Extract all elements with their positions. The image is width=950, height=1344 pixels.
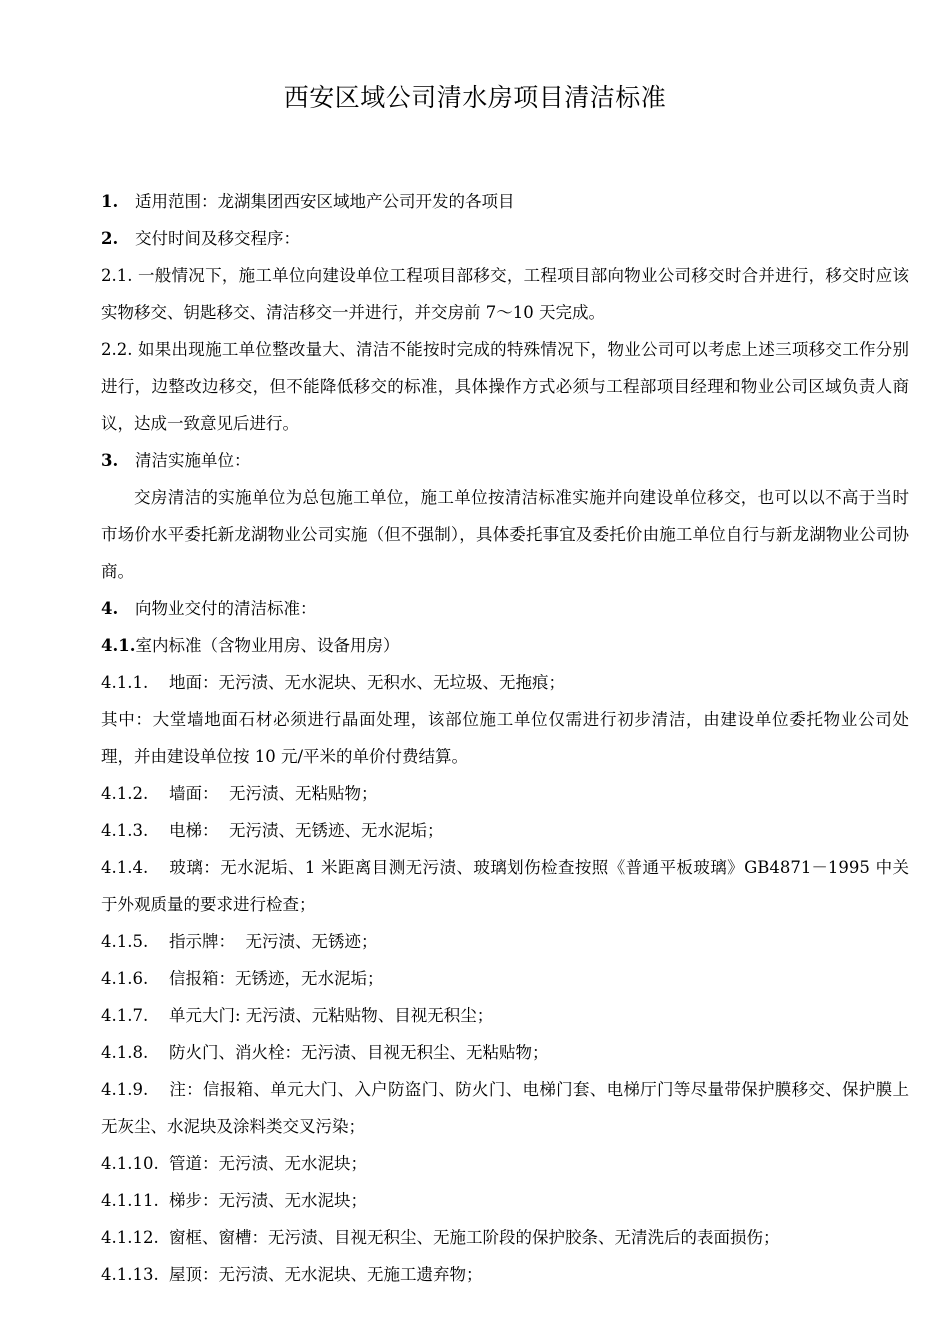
section-3 (101, 442, 909, 479)
section-number: 4. (101, 599, 119, 618)
item-number: 4.1.3. (101, 821, 149, 840)
item-text: 地面：无污渍、无水泥块、无积水、无垃圾、无拖痕； (169, 673, 565, 692)
paragraph-3-body: 交房清洁的实施单位为总包施工单位，施工单位按清洁标准实施并向建设单位移交，也可以以不高于当时市场价水平委托新龙湖物业公司实施（但不强制），具体委托事宜及委托价由施工单位自行与新龙湖物业公司协商。 (101, 488, 909, 581)
paragraph-2-1: 2.1. 一般情况下，施工单位向建设单位工程项目部移交，工程项目部向物业公司移交时合并进行，移交时应该实物移交、钥匙移交、清洁移交一并进行，并交房前 7～10 天完成。 (101, 266, 909, 322)
item-4-1-12 (101, 1219, 909, 1256)
section-4 (101, 590, 909, 627)
item-4-1-7 (101, 997, 909, 1034)
item-4-1-11 (101, 1182, 909, 1219)
note-paragraph: 其中：大堂墙地面石材必须进行晶面处理，该部位施工单位仅需进行初步清洁，由建设单位委托物业公司处理，并由建设单位按 10 元/平米的单价付费结算。 (101, 710, 909, 766)
item-number: 4.1.13. (101, 1265, 159, 1284)
section-text: 适用范围：龙湖集团西安区域地产公司开发的各项目 (135, 192, 515, 211)
section-2 (101, 220, 909, 257)
item-text: 电梯： 无污渍、无锈迹、无水泥垢； (169, 821, 444, 840)
item-number: 4.1.11. (101, 1191, 159, 1210)
item-number: 4.1.5. (101, 932, 149, 951)
item-number: 4.1.12. (101, 1228, 159, 1247)
item-4-1-5 (101, 923, 909, 960)
item-number: 4.1.7. (101, 1006, 149, 1025)
item-number: 4.1.10. (101, 1154, 159, 1173)
section-4-1 (101, 627, 909, 664)
section-number: 1. (101, 192, 119, 211)
item-4-1-3 (101, 812, 909, 849)
item-number: 4.1.9. (101, 1080, 149, 1099)
item-4-1-8 (101, 1034, 909, 1071)
section-number: 3. (101, 451, 119, 470)
section-text: 清洁实施单位： (135, 451, 251, 470)
section-number: 4.1. (101, 636, 136, 655)
item-4-1-4 (101, 849, 909, 923)
document-body (101, 183, 909, 1293)
item-4-1-2 (101, 775, 909, 812)
item-text: 墙面： 无污渍、无粘贴物； (169, 784, 378, 803)
item-number: 4.1.2. (101, 784, 149, 803)
item-4-1-10 (101, 1145, 909, 1182)
item-number: 4.1.4. (101, 858, 149, 877)
section-text: 交付时间及移交程序： (135, 229, 300, 248)
item-number: 4.1.6. (101, 969, 149, 988)
item-text: 防火门、消火栓：无污渍、目视无积尘、无粘贴物； (169, 1043, 549, 1062)
document-title: 西安区域公司清水房项目清洁标准 (283, 83, 667, 112)
item-text: 管道：无污渍、无水泥块； (169, 1154, 367, 1173)
section-text: 室内标准（含物业用房、设备用房） (135, 636, 400, 655)
item-number: 4.1.8. (101, 1043, 149, 1062)
section-number: 2. (101, 229, 119, 248)
section-1 (101, 183, 909, 220)
item-text: 信报箱：无锈迹，无水泥垢； (169, 969, 384, 988)
paragraph-2-2: 2.2. 如果出现施工单位整改量大、清洁不能按时完成的特殊情况下，物业公司可以考虑上述三项移交工作分别进行，边整改边移交，但不能降低移交的标准，具体操作方式必须与工程部项目经理和物业公司区域负责人商议，达成一致意见后进行。 (101, 340, 909, 433)
item-number: 4.1.1. (101, 673, 149, 692)
section-text: 向物业交付的清洁标准： (135, 599, 317, 618)
item-4-1-9 (101, 1071, 909, 1145)
item-4-1-6 (101, 960, 909, 997)
item-text: 注：信报箱、单元大门、入户防盗门、防火门、电梯门套、电梯厅门等尽量带保护膜移交、保护膜上无灰尘、水泥块及涂料类交叉污染； (101, 1080, 909, 1136)
item-text: 单元大门: 无污渍、元粘贴物、目视无积尘； (169, 1006, 494, 1025)
item-text: 屋顶：无污渍、无水泥块、无施工遗弃物； (169, 1265, 483, 1284)
item-4-1-1 (101, 664, 909, 701)
item-4-1-13 (101, 1256, 909, 1293)
item-text: 指示牌： 无污渍、无锈迹； (169, 932, 378, 951)
item-text: 窗框、窗槽：无污渍、目视无积尘、无施工阶段的保护胶条、无清洗后的表面损伤； (169, 1228, 780, 1247)
item-text: 梯步：无污渍、无水泥块； (169, 1191, 367, 1210)
item-text: 玻璃：无水泥垢、1 米距离目测无污渍、玻璃划伤检查按照《普通平板玻璃》GB4871－1995 中关于外观质量的要求进行检查； (101, 858, 909, 914)
